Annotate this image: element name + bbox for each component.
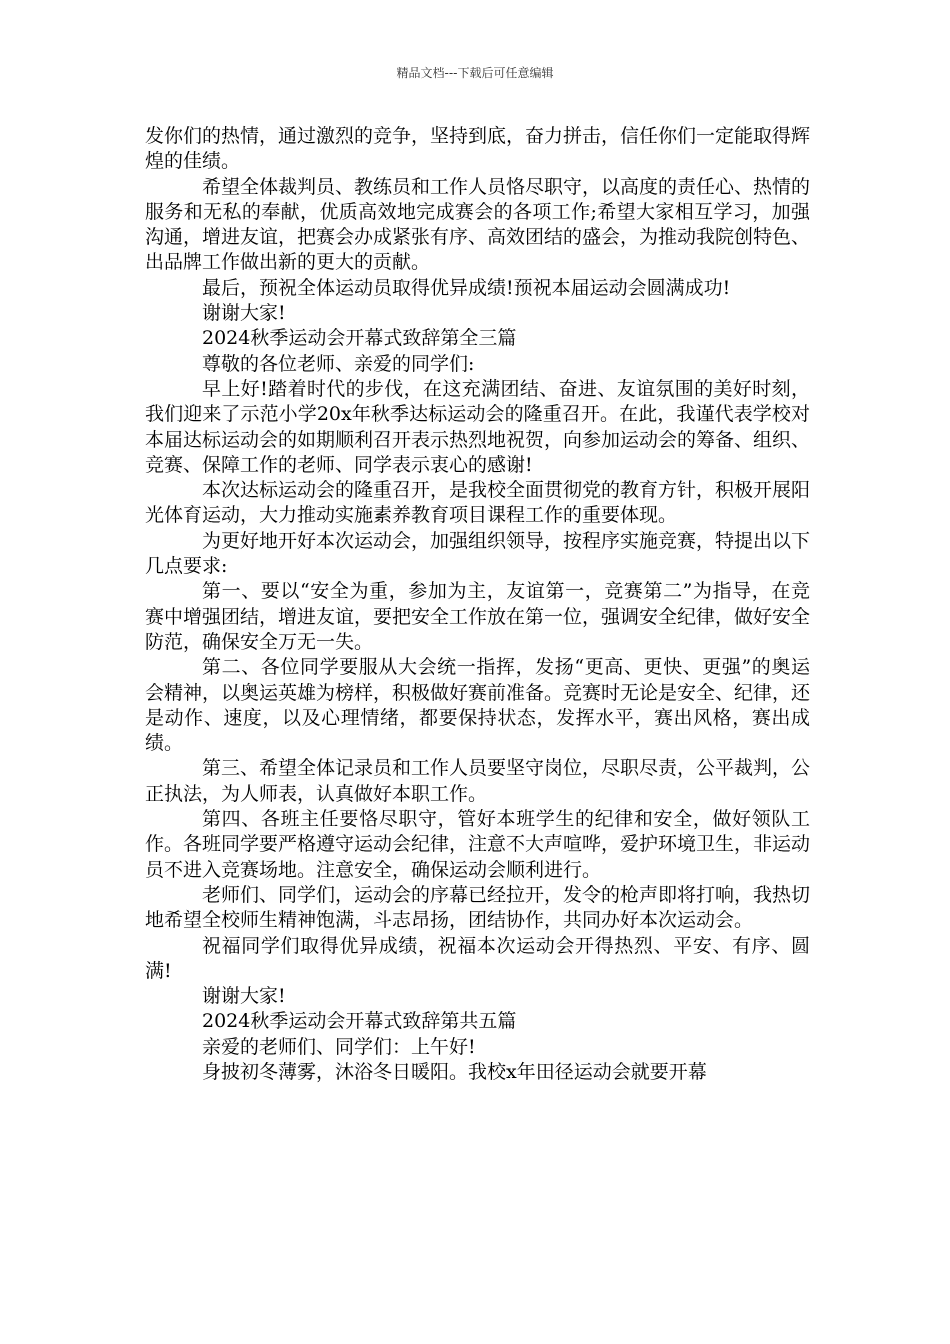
section-title: 2024秋季运动会开幕式致辞第共五篇	[202, 1010, 517, 1033]
paragraph: 最后，预祝全体运动员取得优异成绩!预祝本届运动会圆满成功!	[202, 276, 731, 299]
document-body	[145, 124, 810, 1085]
paragraph: 本次达标运动会的隆重召开，是我校全面贯彻党的教育方针，积极开展阳光体育运动，大力推动实施素养教育项目课程工作的重要体现。	[145, 479, 811, 527]
paragraph: 第二、各位同学要服从大会统一指挥，发扬“更高、更快、更强”的奥运会精神，以奥运英雄为榜样，积极做好赛前准备。竞赛时无论是安全、纪律，还是动作、速度，以及心理情绪，都要保持状态，发挥水平，赛出风格，赛出成绩。	[145, 656, 811, 755]
paragraph: 第三、希望全体记录员和工作人员要坚守岗位，尽职尽责，公平裁判，公正执法，为人师表，认真做好本职工作。	[145, 757, 811, 805]
paragraph: 早上好!踏着时代的步伐，在这充满团结、奋进、友谊氛围的美好时刻，我们迎来了示范小学20x年秋季达标运动会的隆重召开。在此，我谨代表学校对本届达标运动会的如期顺利召开表示热烈地祝贺，向参加运动会的筹备、组织、竞赛、保障工作的老师、同学表示衷心的感谢!	[145, 377, 811, 476]
paragraph: 身披初冬薄雾，沐浴冬日暖阳。我校x年田径运动会就要开幕	[202, 1060, 707, 1083]
salutation: 亲爱的老师们、同学们：上午好!	[202, 1035, 476, 1058]
paragraph: 第四、各班主任要恪尽职守，管好本班学生的纪律和安全，做好领队工作。各班同学要严格遵守运动会纪律，注意不大声喧哗，爱护环境卫生，非运动员不进入竞赛场地。注意安全，确保运动会顺利进行。	[145, 808, 811, 881]
salutation: 尊敬的各位老师、亲爱的同学们:	[202, 352, 475, 375]
paragraph: 第一、要以“安全为重，参加为主，友谊第一，竞赛第二”为指导，在竞赛中增强团结，增进友谊，要把安全工作放在第一位，强调安全纪律，做好安全防范，确保安全万无一失。	[145, 580, 811, 653]
paragraph: 发你们的热情，通过激烈的竞争，坚持到底，奋力拼击，信任你们一定能取得辉煌的佳绩。	[145, 125, 811, 173]
paragraph: 老师们、同学们，运动会的序幕已经拉开，发令的枪声即将打响，我热切地希望全校师生精神饱满，斗志昂扬，团结协作，共同办好本次运动会。	[145, 883, 811, 932]
paragraph: 祝福同学们取得优异成绩，祝福本次运动会开得热烈、平安、有序、圆满!	[145, 934, 810, 982]
paragraph: 为更好地开好本次运动会，加强组织领导，按程序实施竞赛，特提出以下几点要求:	[145, 529, 811, 578]
paragraph: 希望全体裁判员、教练员和工作人员恪尽职守，以高度的责任心、热情的服务和无私的奉献，优质高效地完成赛会的各项工作;希望大家相互学习，加强沟通，增进友谊，把赛会办成紧张有序、高效团结的盛会，为推动我院创特色、出品牌工作做出新的更大的贡献。	[145, 175, 811, 274]
section-title: 2024秋季运动会开幕式致辞第全三篇	[202, 327, 517, 350]
page-header: 精品文档---下载后可任意编辑	[396, 66, 554, 80]
paragraph: 谢谢大家!	[202, 302, 286, 325]
paragraph: 谢谢大家!	[202, 985, 286, 1008]
